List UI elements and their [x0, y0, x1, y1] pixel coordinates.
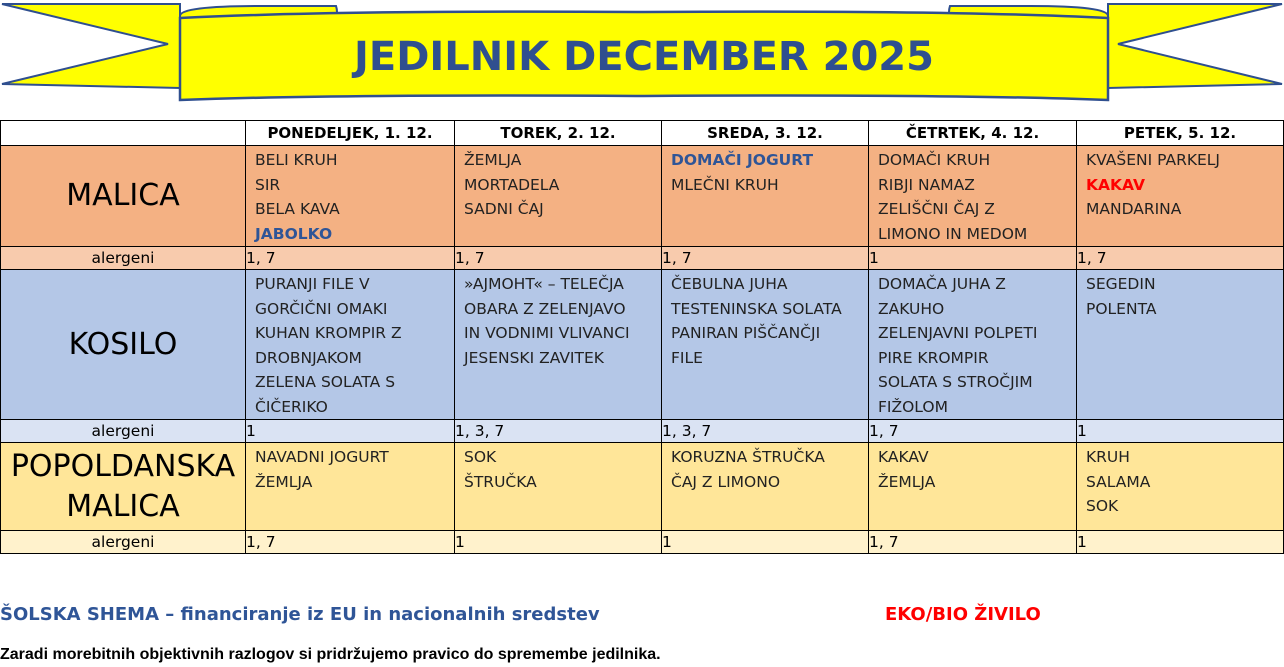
menu-item: ŽEMLJA — [464, 151, 522, 169]
menu-item: SEGEDIN — [1086, 275, 1156, 293]
allergen-value: 1, 7 — [869, 531, 1077, 554]
menu-item: ZAKUHO — [878, 299, 945, 318]
menu-item: FIŽOLOM — [878, 397, 948, 416]
menu-cell — [869, 146, 1077, 247]
menu-item: RIBJI NAMAZ — [878, 175, 975, 194]
menu-item: SIR — [255, 175, 281, 194]
menu-item: BELI KRUH — [255, 151, 338, 169]
allergen-value: 1, 7 — [455, 247, 662, 270]
menu-item: ŽEMLJA — [878, 472, 936, 491]
meal-row-popoldanska-malica — [1, 443, 1284, 531]
menu-item: LIMONO IN MEDOM — [878, 224, 1028, 243]
menu-item: POLENTA — [1086, 299, 1157, 318]
allergen-label: alergeni — [1, 247, 246, 270]
meal-row-kosilo — [1, 270, 1284, 420]
menu-item: SOK — [464, 448, 497, 466]
menu-item: JESENSKI ZAVITEK — [464, 348, 604, 367]
allergen-value: 1 — [869, 247, 1077, 270]
allergen-row — [1, 420, 1284, 443]
menu-item: KVAŠENI PARKELJ — [1086, 151, 1220, 169]
menu-item: ŠTRUČKA — [464, 472, 537, 491]
page-title: JEDILNIK DECEMBER 2025 — [354, 34, 934, 80]
menu-cell — [869, 443, 1077, 531]
menu-cell — [455, 146, 662, 247]
menu-item: JABOLKO — [255, 224, 333, 243]
day-header: SREDA, 3. 12. — [662, 121, 869, 146]
day-header: TOREK, 2. 12. — [455, 121, 662, 146]
menu-item: »AJMOHT« – TELEČJA — [464, 275, 624, 293]
menu-cell — [662, 443, 869, 531]
meal-label: KOSILO — [1, 270, 246, 420]
menu-item: DOMAČA JUHA Z — [878, 275, 1006, 293]
menu-item: ČIČERIKO — [255, 397, 328, 416]
corner-cell — [1, 121, 246, 146]
day-header: PETEK, 5. 12. — [1077, 121, 1284, 146]
menu-cell — [455, 270, 662, 420]
menu-item: SOLATA S STROČJIM — [878, 373, 1033, 391]
meal-label: MALICA — [1, 146, 246, 247]
allergen-row — [1, 247, 1284, 270]
allergen-value: 1 — [1077, 531, 1284, 554]
menu-item: DOMAČI JOGURT — [671, 151, 814, 169]
menu-cell — [662, 146, 869, 247]
disclaimer-note: Zaradi morebitnih objektivnih razlogov si pridržujemo pravico do spremembe jedilnika. — [0, 646, 661, 663]
menu-item: PANIRAN PIŠČANČJI — [671, 324, 821, 342]
menu-cell — [869, 270, 1077, 420]
allergen-label: alergeni — [1, 420, 246, 443]
menu-item: OBARA Z ZELENJAVO — [464, 299, 626, 318]
menu-cell — [246, 443, 455, 531]
allergen-value: 1 — [662, 531, 869, 554]
menu-item: DROBNJAKOM — [255, 348, 362, 367]
menu-item: MLEČNI KRUH — [671, 175, 779, 194]
menu-item: ČEBULNA JUHA — [671, 275, 788, 293]
allergen-value: 1 — [455, 531, 662, 554]
menu-item: FILE — [671, 348, 703, 367]
menu-cell — [1077, 270, 1284, 420]
menu-cell — [1077, 443, 1284, 531]
menu-item: DOMAČI KRUH — [878, 151, 991, 169]
menu-item: ZELIŠČNI ČAJ Z — [878, 200, 995, 218]
menu-item: ZELENA SOLATA S — [255, 373, 396, 391]
menu-item: BELA KAVA — [255, 200, 340, 218]
day-header: ČETRTEK, 4. 12. — [869, 121, 1077, 146]
menu-item: PIRE KROMPIR — [878, 348, 989, 367]
menu-item: ČAJ Z LIMONO — [671, 472, 781, 491]
menu-cell — [246, 270, 455, 420]
allergen-row — [1, 531, 1284, 554]
menu-table — [0, 120, 1284, 554]
menu-item: GORČIČNI OMAKI — [255, 299, 388, 318]
menu-item: SOK — [1086, 497, 1119, 515]
menu-item: IN VODNIMI VLIVANCI — [464, 324, 630, 342]
menu-item: MORTADELA — [464, 175, 560, 194]
school-scheme-note: ŠOLSKA SHEMA – financiranje iz EU in nacionalnih sredstev — [0, 604, 600, 625]
title-banner — [0, 0, 1284, 110]
allergen-value: 1, 7 — [246, 531, 455, 554]
allergen-value: 1 — [1077, 420, 1284, 443]
menu-cell — [246, 146, 455, 247]
day-header: PONEDELJEK, 1. 12. — [246, 121, 455, 146]
menu-item: TESTENINSKA SOLATA — [671, 299, 842, 318]
eko-bio-legend: EKO/BIO ŽIVILO — [885, 604, 1041, 625]
allergen-value: 1, 7 — [869, 420, 1077, 443]
menu-item: SALAMA — [1086, 472, 1151, 491]
menu-item: NAVADNI JOGURT — [255, 448, 389, 466]
allergen-value: 1, 7 — [662, 247, 869, 270]
meal-row-malica — [1, 146, 1284, 247]
menu-cell — [662, 270, 869, 420]
menu-cell — [455, 443, 662, 531]
menu-item: KUHAN KROMPIR Z — [255, 324, 402, 342]
menu-item: ZELENJAVNI POLPETI — [878, 324, 1038, 342]
meal-label: POPOLDANSKA MALICA — [1, 443, 246, 531]
allergen-value: 1, 3, 7 — [662, 420, 869, 443]
menu-item: KORUZNA ŠTRUČKA — [671, 448, 825, 466]
menu-item: KAKAV — [878, 448, 929, 466]
allergen-label: alergeni — [1, 531, 246, 554]
header-row — [1, 121, 1284, 146]
menu-item: KAKAV — [1086, 175, 1145, 194]
allergen-value: 1, 7 — [246, 247, 455, 270]
menu-item: KRUH — [1086, 448, 1130, 466]
allergen-value: 1 — [246, 420, 455, 443]
menu-item: SADNI ČAJ — [464, 200, 544, 218]
menu-item: MANDARINA — [1086, 200, 1182, 218]
menu-cell — [1077, 146, 1284, 247]
allergen-value: 1, 7 — [1077, 247, 1284, 270]
allergen-value: 1, 3, 7 — [455, 420, 662, 443]
menu-item: ŽEMLJA — [255, 472, 313, 491]
menu-item: PURANJI FILE V — [255, 275, 370, 293]
